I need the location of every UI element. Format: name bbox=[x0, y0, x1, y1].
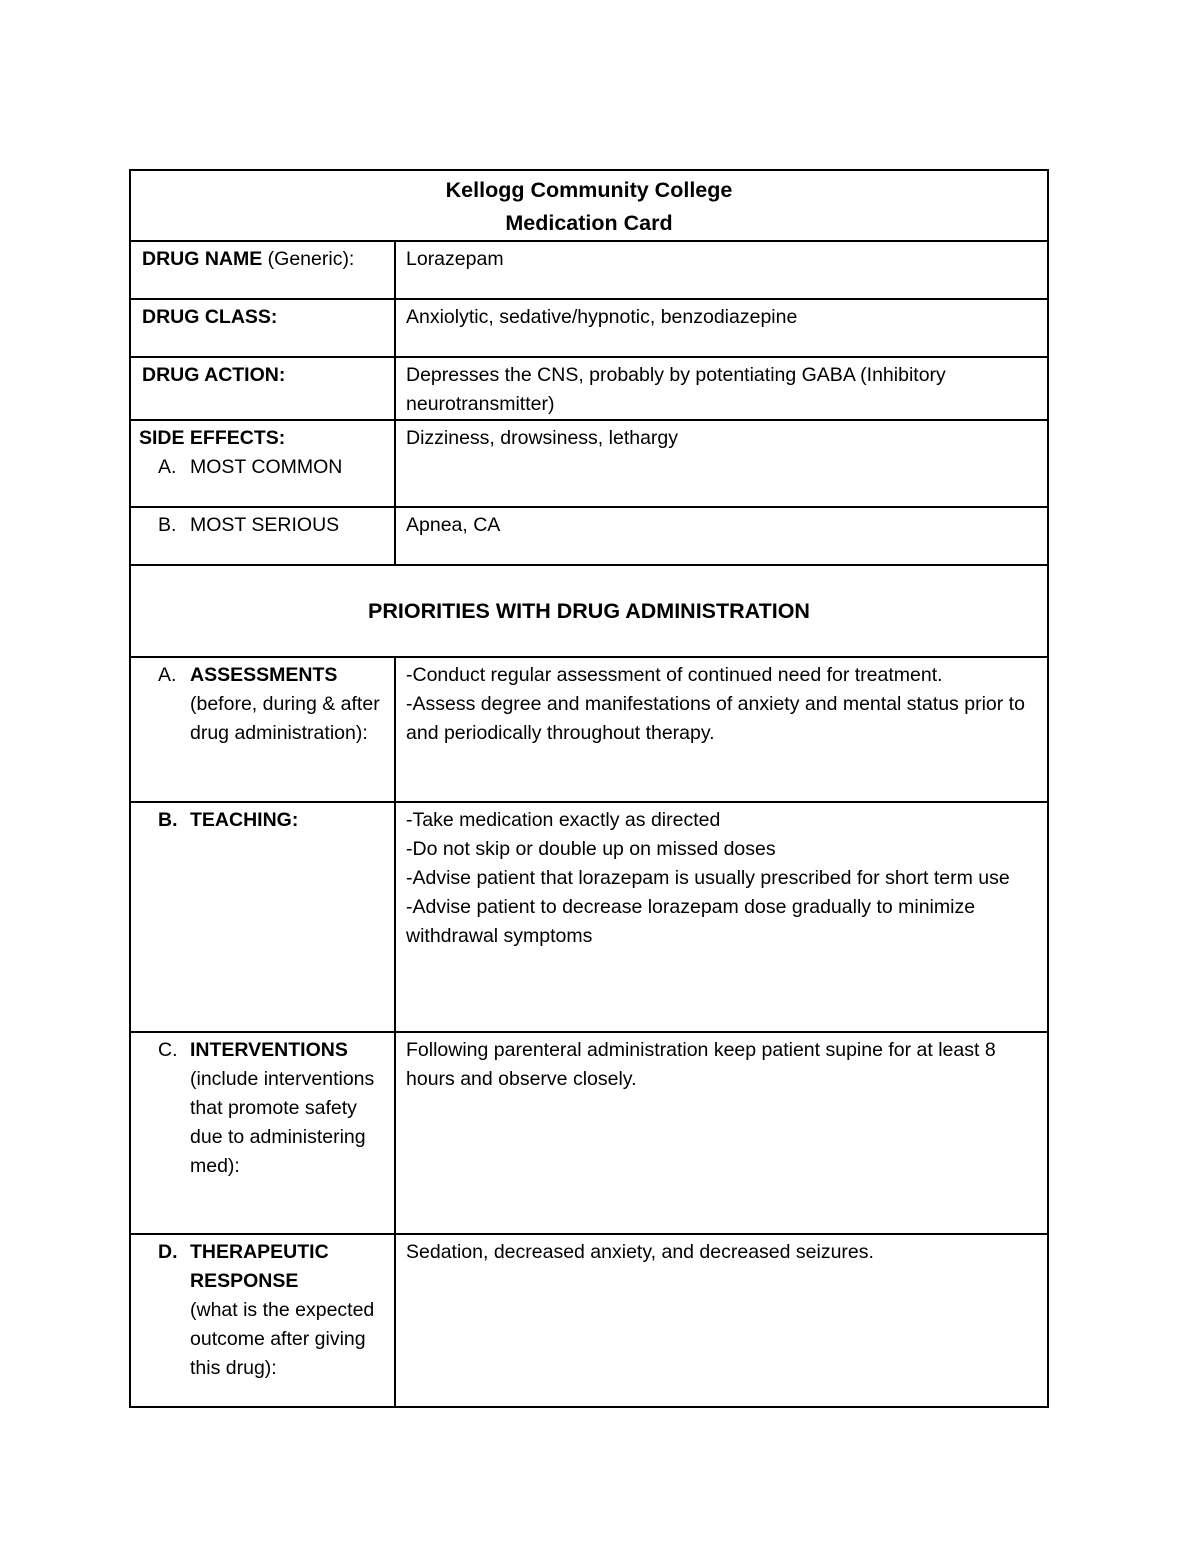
interventions-sublabel: (include interventions that promote safety due to administering med): bbox=[190, 1068, 375, 1177]
college-name: Kellogg Community College bbox=[445, 178, 733, 202]
teaching-line: -Advise patient that lorazepam is usually prescribed for short term use bbox=[406, 867, 1010, 889]
assessments-letter: A. bbox=[158, 664, 177, 686]
priorities-heading-row bbox=[130, 565, 1048, 657]
therapeutic-letter: D. bbox=[158, 1241, 178, 1263]
most-serious-label-cell bbox=[130, 507, 395, 565]
assessments-row bbox=[130, 657, 1048, 802]
assessment-line: -Conduct regular assessment of continued need for treatment. bbox=[406, 664, 943, 686]
drug-name-label-bold: DRUG NAME bbox=[142, 248, 263, 270]
interventions-value: Following parenteral administration keep patient supine for at least 8 hours and observe closely. bbox=[395, 1032, 1048, 1234]
drug-class-label: DRUG CLASS: bbox=[130, 299, 395, 357]
teaching-line: -Do not skip or double up on missed doses bbox=[406, 838, 776, 860]
assessments-label: ASSESSMENTS bbox=[190, 664, 338, 686]
teaching-value bbox=[395, 802, 1048, 1032]
card-header-row bbox=[130, 170, 1048, 241]
most-common-value: Dizziness, drowsiness, lethargy bbox=[395, 420, 1048, 507]
assessments-label-cell bbox=[130, 657, 395, 802]
drug-name-label-rest: (Generic): bbox=[262, 248, 355, 270]
therapeutic-value: Sedation, decreased anxiety, and decreased seizures. bbox=[395, 1234, 1048, 1407]
teaching-row bbox=[130, 802, 1048, 1032]
interventions-label-cell bbox=[130, 1032, 395, 1234]
card-title: Medication Card bbox=[505, 211, 673, 235]
drug-action-label: DRUG ACTION: bbox=[130, 357, 395, 420]
drug-action-row bbox=[130, 357, 1048, 420]
drug-class-row bbox=[130, 299, 1048, 357]
teaching-line: -Advise patient to decrease lorazepam dose gradually to minimize withdrawal symptoms bbox=[406, 896, 976, 947]
drug-class-value: Anxiolytic, sedative/hypnotic, benzodiazepine bbox=[395, 299, 1048, 357]
drug-action-value: Depresses the CNS, probably by potentiating GABA (Inhibitory neurotransmitter) bbox=[395, 357, 1048, 420]
interventions-row bbox=[130, 1032, 1048, 1234]
interventions-letter: C. bbox=[158, 1039, 178, 1061]
assessments-value bbox=[395, 657, 1048, 802]
teaching-label-cell bbox=[130, 802, 395, 1032]
therapeutic-label-cell bbox=[130, 1234, 395, 1407]
card-header bbox=[130, 170, 1048, 241]
most-serious-label: B. MOST SERIOUS bbox=[158, 514, 340, 536]
most-common-label: A. MOST COMMON bbox=[158, 456, 343, 478]
assessments-sublabel: (before, during & after drug administration): bbox=[190, 693, 380, 744]
therapeutic-label: THERAPEUTIC RESPONSE bbox=[190, 1241, 329, 1292]
priorities-heading: PRIORITIES WITH DRUG ADMINISTRATION bbox=[130, 565, 1048, 657]
therapeutic-sublabel: (what is the expected outcome after giving this drug): bbox=[190, 1299, 375, 1379]
side-effects-label-cell bbox=[130, 420, 395, 507]
teaching-line: -Take medication exactly as directed bbox=[406, 809, 721, 831]
drug-name-value: Lorazepam bbox=[395, 241, 1048, 299]
medication-card-table bbox=[129, 169, 1049, 1408]
side-effects-label: SIDE EFFECTS: bbox=[139, 427, 286, 449]
assessment-line: -Assess degree and manifestations of anxiety and mental status prior to and periodically throughout therapy. bbox=[406, 693, 1025, 744]
therapeutic-response-row bbox=[130, 1234, 1048, 1407]
drug-name-label bbox=[130, 241, 395, 299]
interventions-label: INTERVENTIONS bbox=[190, 1039, 348, 1061]
drug-name-row bbox=[130, 241, 1048, 299]
teaching-letter: B. bbox=[158, 809, 178, 831]
most-serious-value: Apnea, CA bbox=[395, 507, 1048, 565]
teaching-label: TEACHING: bbox=[190, 809, 299, 831]
side-effects-serious-row bbox=[130, 507, 1048, 565]
side-effects-common-row bbox=[130, 420, 1048, 507]
